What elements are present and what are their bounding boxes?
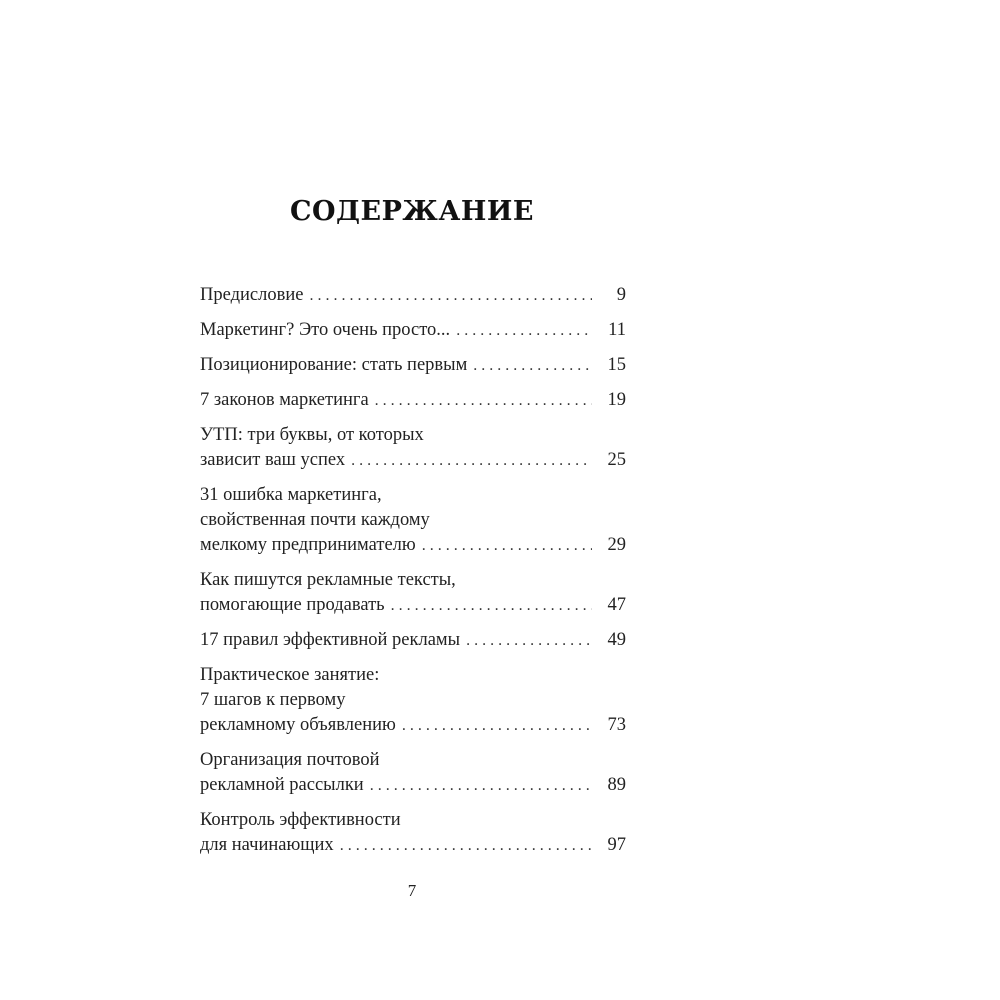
- toc-page-number: 19: [607, 390, 626, 410]
- toc-entry-title: рекламной рассылки: [200, 775, 364, 795]
- toc-entry-line: [200, 773, 626, 798]
- toc-page-number: 29: [607, 535, 626, 555]
- toc-entry-line: [200, 353, 626, 378]
- toc-entry-title-line: 31 ошибка маркетинга,: [200, 485, 382, 505]
- toc-entry: [200, 423, 626, 473]
- toc-entry: [200, 663, 626, 738]
- dot-leader: [422, 533, 592, 558]
- dot-leader: [391, 593, 592, 618]
- toc-entry: [200, 283, 626, 308]
- toc-entry-line: [200, 533, 626, 558]
- toc-entry-line: [200, 318, 626, 343]
- toc-page-number: 25: [607, 450, 626, 470]
- toc-entry: [200, 628, 626, 653]
- toc-entry-title-line: Практическое занятие:: [200, 665, 380, 685]
- toc-entry-title: рекламному объявлению: [200, 715, 396, 735]
- toc-entry: [200, 748, 626, 798]
- toc-entry-line: [200, 283, 626, 308]
- toc-page-number: 47: [607, 595, 626, 615]
- toc-entry-title: Маркетинг? Это очень просто...: [200, 320, 451, 340]
- toc-entry-line: [200, 593, 626, 618]
- toc-entry-line: [200, 448, 626, 473]
- toc-entry-title: 7 законов маркетинга: [200, 390, 369, 410]
- dot-leader: [402, 713, 592, 738]
- toc-entry: [200, 318, 626, 343]
- toc-page-number: 15: [607, 355, 626, 375]
- page-title: СОДЕРЖАНИЕ: [290, 196, 534, 227]
- table-of-contents: [200, 283, 626, 868]
- toc-entry: [200, 353, 626, 378]
- toc-entry-title: для начинающих: [200, 835, 334, 855]
- toc-entry-title-line: свойственная почти каждому: [200, 510, 430, 530]
- toc-page-number: 73: [607, 715, 626, 735]
- toc-page-number: 49: [607, 630, 626, 650]
- dot-leader: [340, 833, 592, 858]
- dot-leader: [370, 773, 592, 798]
- toc-entry-title: 17 правил эффективной рекламы: [200, 630, 461, 650]
- toc-entry-title-line: 7 шагов к первому: [200, 690, 346, 710]
- toc-entry-title-line: УТП: три буквы, от которых: [200, 425, 424, 445]
- dot-leader: [351, 448, 592, 473]
- toc-entry-title: зависит ваш успех: [200, 450, 346, 470]
- toc-entry-title: помогающие продавать: [200, 595, 385, 615]
- toc-entry: [200, 568, 626, 618]
- toc-entry-line: [200, 833, 626, 858]
- dot-leader: [375, 388, 592, 413]
- toc-entry: [200, 483, 626, 558]
- toc-entry-line: [200, 628, 626, 653]
- page-number: 7: [407, 881, 417, 900]
- toc-page-number: 9: [616, 285, 626, 305]
- toc-page-number: 97: [607, 835, 626, 855]
- toc-entry-title: Предисловие: [200, 285, 304, 305]
- dot-leader: [473, 353, 592, 378]
- toc-entry-title-line: Контроль эффективности: [200, 810, 401, 830]
- toc-entry-title-line: Как пишутся рекламные тексты,: [200, 570, 456, 590]
- toc-entry: [200, 388, 626, 413]
- toc-entry-line: [200, 713, 626, 738]
- dot-leader: [456, 318, 592, 343]
- toc-entry-title: мелкому предпринимателю: [200, 535, 416, 555]
- toc-entry-title-line: Организация почтовой: [200, 750, 380, 770]
- toc-entry: [200, 808, 626, 858]
- toc-entry-title: Позиционирование: стать первым: [200, 355, 468, 375]
- dot-leader: [466, 628, 592, 653]
- toc-entry-line: [200, 388, 626, 413]
- toc-page-number: 11: [608, 320, 626, 340]
- dot-leader: [309, 283, 592, 308]
- toc-page-number: 89: [607, 775, 626, 795]
